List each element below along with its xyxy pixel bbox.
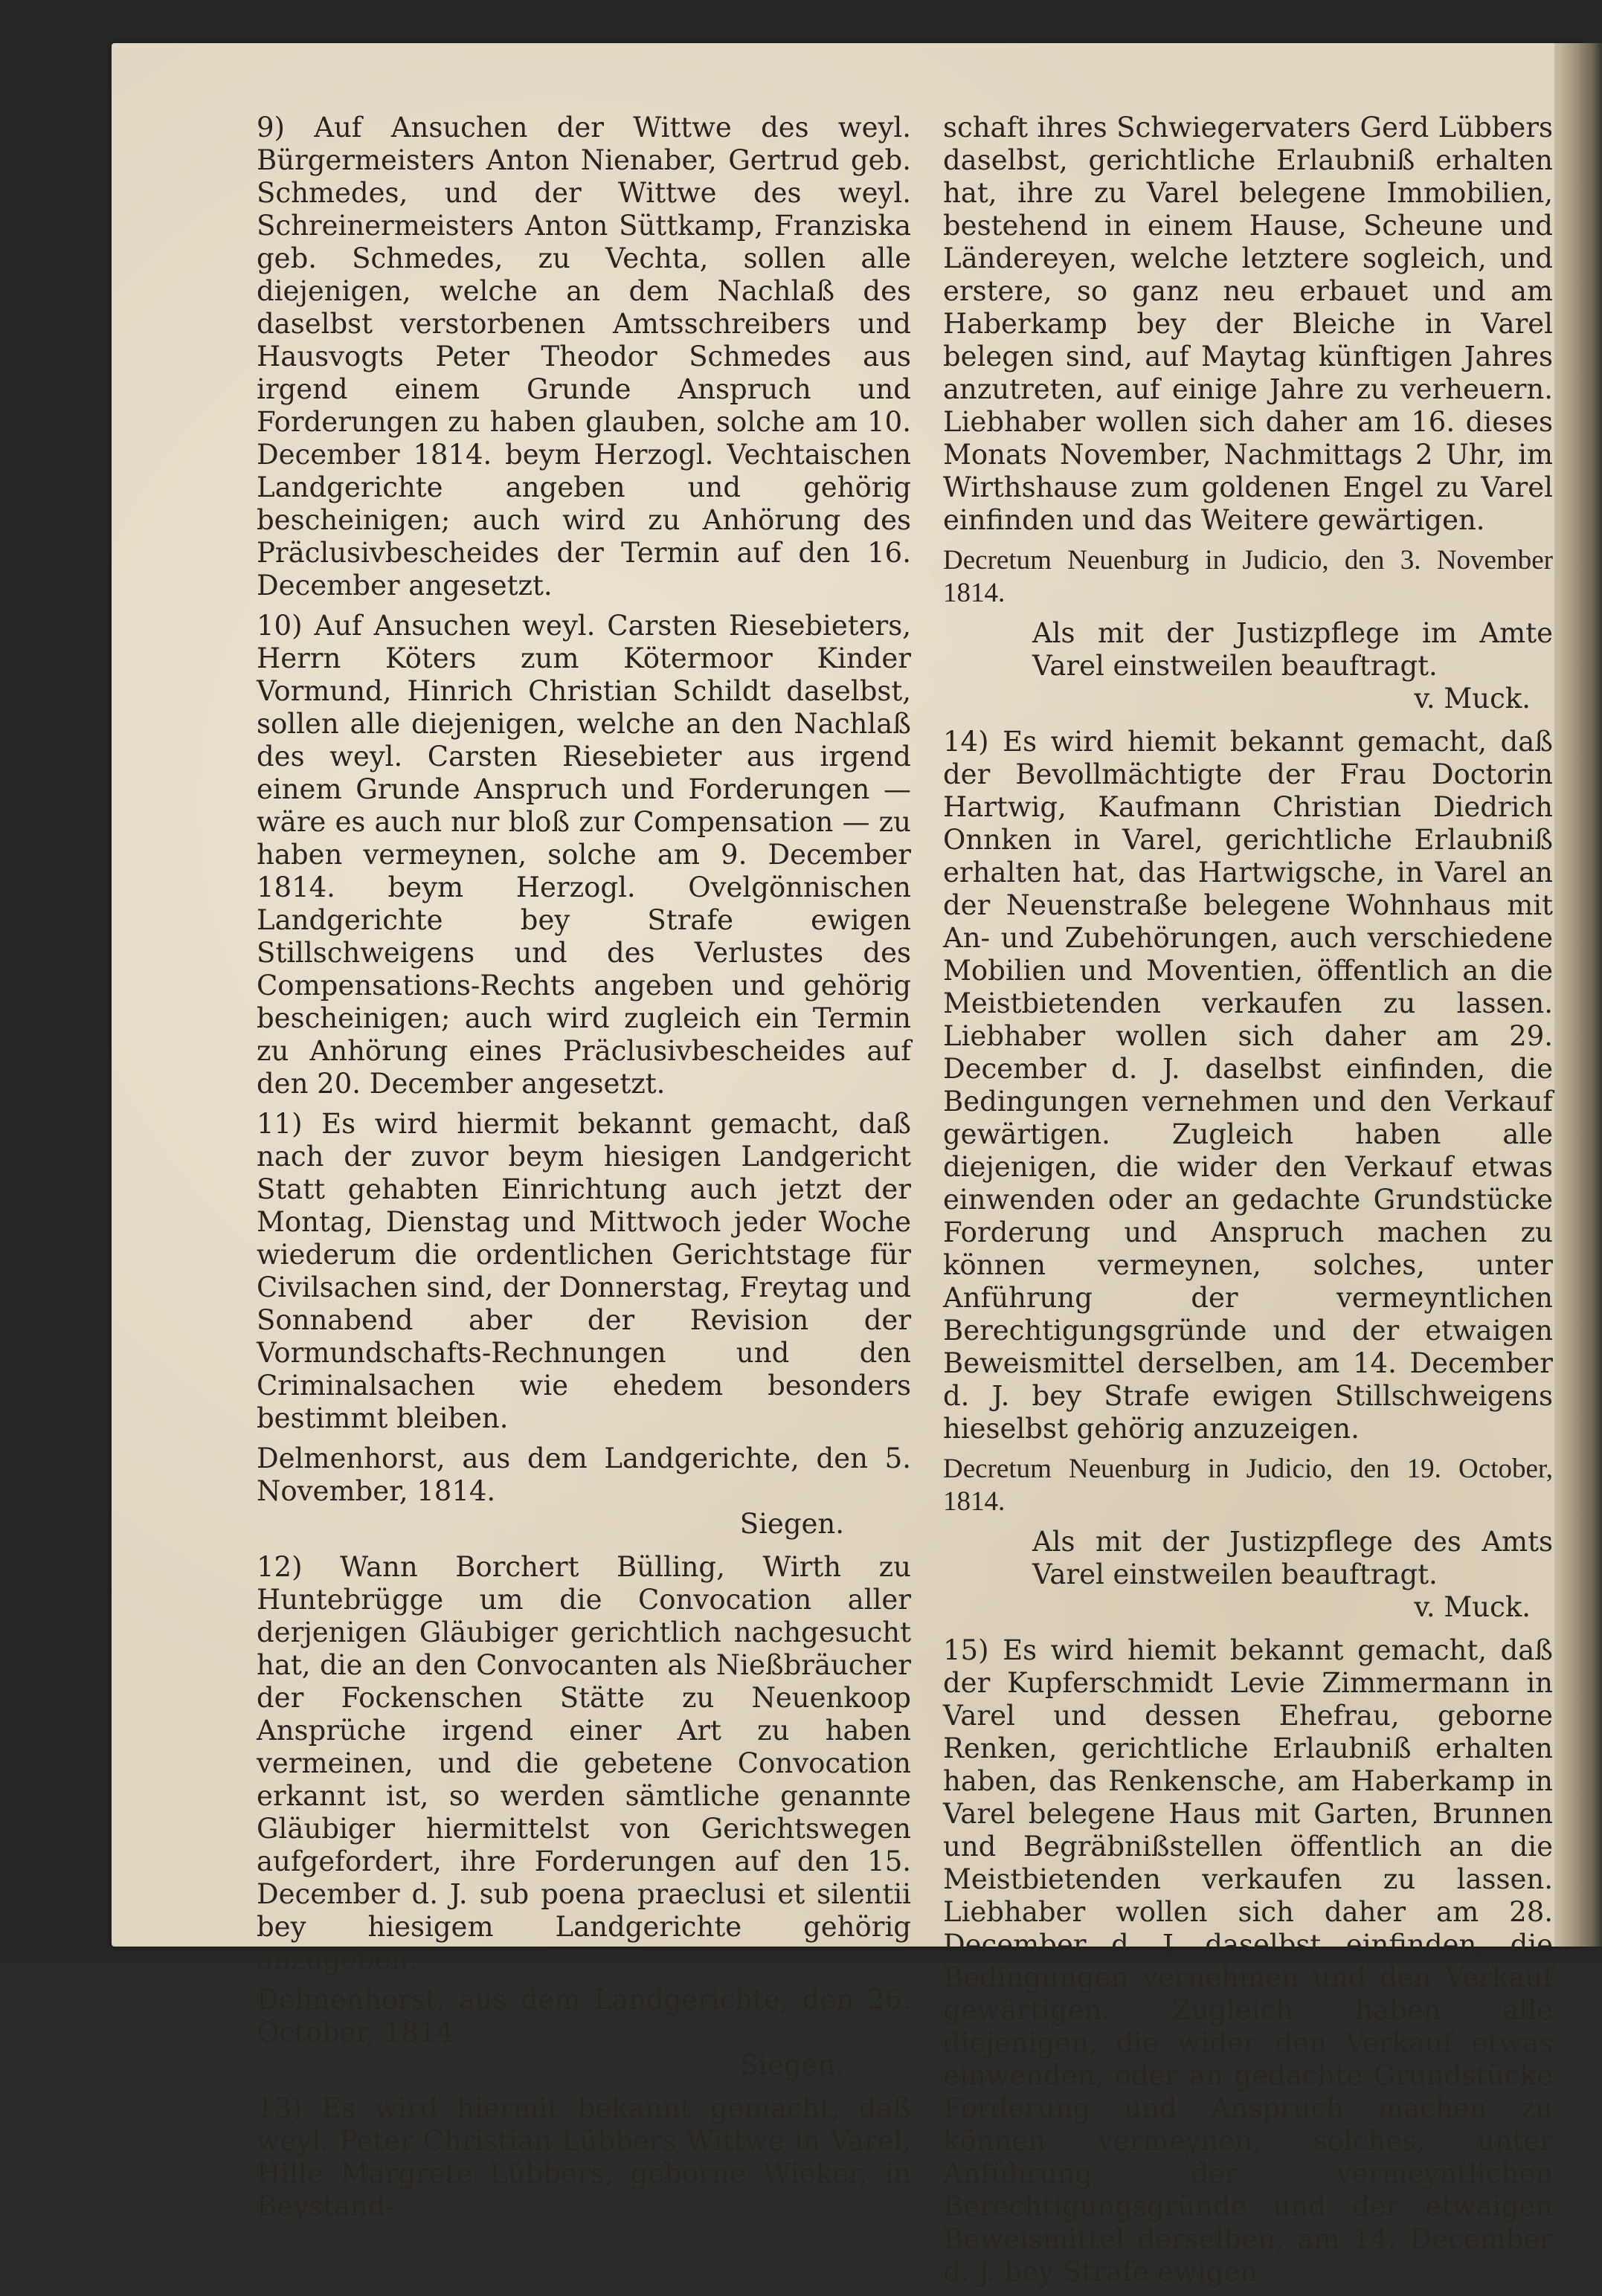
- right-column: [943, 112, 1553, 2296]
- notice-11-place: Delmenhorst, aus dem Landgerichte, den 5. November, 1814.: [257, 1442, 911, 1507]
- page-edge: [1554, 43, 1602, 1947]
- notice-11-signature-row: [257, 1508, 911, 1541]
- notice-13-authority: Als mit der Justizpflege im Amte Varel einstweilen beauftragt.: [1032, 617, 1553, 682]
- notice-14: 14) Es wird hiemit bekannt gemacht, daß der Bevollmächtigte der Frau Doctorin Hartwig, Kaufmann Christian Diedrich Onnken in Varel, gerichtliche Erlaubniß erhalten hat, das Hartwigsche, in Varel an der Neuenstraße belegene Wohnhaus mit An- und Zubehörungen, auch verschiedene Mobilien und Moventien, öffentlich an die Meistbietenden verkaufen zu lassen. Liebhaber wollen sich daher am 29. December d. J. daselbst einfinden, die Bedingungen vernehmen und den Verkauf gewärtigen. Zugleich haben alle diejenigen, die wider den Verkauf etwas einwenden oder an gedachte Grundstücke Forderung und Anspruch machen zu können vermeynen, solches, unter Anführung der vermeyntlichen Berechtigungsgründe und der etwaigen Beweismittel derselben, am 14. December d. J. bey Strafe ewigen Stillschweigens hieselbst gehörig anzuzeigen.: [943, 726, 1553, 1445]
- left-column: [257, 112, 911, 2231]
- notice-14-signature-row: [943, 1591, 1553, 1624]
- notice-10: 10) Auf Ansuchen weyl. Carsten Riesebieters, Herrn Köters zum Kötermoor Kinder Vormund, Hinrich Christian Schildt daselbst, sollen alle diejenigen, welche an den Nachlaß des weyl. Carsten Riesebieter aus irgend einem Grunde Anspruch und Forderungen — wäre es auch nur bloß zur Compensation — zu haben vermeynen, solche am 9. December 1814. beym Herzogl. Ovelgönnischen Landgerichte bey Strafe ewigen Stillschweigens und des Verlustes des Compensations-Rechts angeben und gehörig bescheinigen; auch wird zugleich ein Termin zu Anhörung eines Präclusivbescheides auf den 20. December angesetzt.: [257, 610, 911, 1100]
- notice-11-signature: Siegen.: [739, 1508, 844, 1540]
- notice-12-signature: Siegen.: [739, 2049, 844, 2081]
- notice-13-continued: schaft ihres Schwiegervaters Gerd Lübbers daselbst, gerichtliche Erlaubniß erhalten hat, ihre zu Varel belegene Immobilien, bestehend in einem Hause, Scheune und Ländereyen, welche letztere sogleich, und erstere, so ganz neu erbauet und am Haberkamp bey der Bleiche in Varel belegen sind, auf Maytag künftigen Jahres anzutreten, auf einige Jahre zu verheuern. Liebhaber wollen sich daher am 16. dieses Monats November, Nachmittags 2 Uhr, im Wirthshause zum goldenen Engel zu Varel einfinden und das Weitere gewärtigen.: [943, 112, 1553, 536]
- notice-13-start: 13) Es wird hiermit bekannt gemacht, daß weyl. Peter Christian Lübbers Wittwe in Varel, Hille Margrete Lübbers, geborne Wieker, in Beystand-: [257, 2092, 911, 2222]
- notice-14-decree: Decretum Neuenburg in Judicio, den 19. October, 1814.: [943, 1454, 1553, 1517]
- notice-12-place: Delmenhorst, aus dem Landgerichte, den 26. October, 1814.: [257, 1984, 911, 2048]
- notice-13-signature-row: [943, 683, 1553, 715]
- notice-9: 9) Auf Ansuchen der Wittwe des weyl. Bürgermeisters Anton Nienaber, Gertrud geb. Schmedes, und der Wittwe des weyl. Schreinermeisters Anton Süttkamp, Franziska geb. Schmedes, zu Vechta, sollen alle diejenigen, welche an dem Nachlaß des daselbst verstorbenen Amtsschreibers und Hausvogts Peter Theodor Schmedes aus irgend einem Grunde Anspruch und Forderungen zu haben glauben, solche am 10. December 1814. beym Herzogl. Vechtaischen Landgerichte angeben und gehörig bescheinigen; auch wird zu Anhörung des Präclusivbescheides der Termin auf den 16. December angesetzt.: [257, 112, 911, 602]
- notice-13-signature: v. Muck.: [1414, 683, 1531, 715]
- notice-14-signature: v. Muck.: [1414, 1591, 1531, 1623]
- notice-14-authority: Als mit der Justizpflege des Amts Varel einstweilen beauftragt.: [1032, 1526, 1553, 1590]
- notice-12-signature-row: [257, 2049, 911, 2082]
- notice-13-decree: Decretum Neuenburg in Judicio, den 3. November 1814.: [943, 545, 1553, 608]
- notice-12: 12) Wann Borchert Bülling, Wirth zu Huntebrügge um die Convocation aller derjenigen Gläubiger gerichtlich nachgesucht hat, die an den Convocanten als Nießbräucher der Fockenschen Stätte zu Neuenkoop Ansprüche irgend einer Art zu haben vermeinen, und die gebetene Convocation erkannt ist, so werden sämtliche genannte Gläubiger hiermittelst von Gerichtswegen aufgefordert, ihre Forderungen auf den 15. December d. J. sub poena praeclusi et silentii bey hiesigem Landgerichte gehörig anzugeben.: [257, 1551, 911, 1976]
- notice-15: 15) Es wird hiemit bekannt gemacht, daß der Kupferschmidt Levie Zimmermann in Varel und dessen Ehefrau, geborne Renken, gerichtliche Erlaubniß erhalten haben, das Renkensche, am Haberkamp in Varel belegene Haus mit Garten, Brunnen und Begräbnißstellen öffentlich an die Meistbietenden verkaufen zu lassen. Liebhaber wollen sich daher am 28. December d. J. daselbst einfinden, die Bedingungen vernehmen und den Verkauf gewärtigen. Zugleich haben alle diejenigen, die wider den Verkauf etwas einwenden, oder an gedachte Grundstücke Forderung und Anspruch machen zu können vermeynen, solches, unter Anführung der vermeyntlichen Berechtigungsgründe und der etwaigen Beweismittel derselben, am 14. December d. J. bey Strafe ewigen: [943, 1634, 1553, 2288]
- notice-11: 11) Es wird hiermit bekannt gemacht, daß nach der zuvor beym hiesigen Landgericht Statt gehabten Einrichtung auch jetzt der Montag, Dienstag und Mittwoch jeder Woche wiederum die ordentlichen Gerichtstage für Civilsachen sind, der Donnerstag, Freytag und Sonnabend aber der Revision der Vormundschafts-Rechnungen und den Criminalsachen wie ehedem besonders bestimmt bleiben.: [257, 1108, 911, 1434]
